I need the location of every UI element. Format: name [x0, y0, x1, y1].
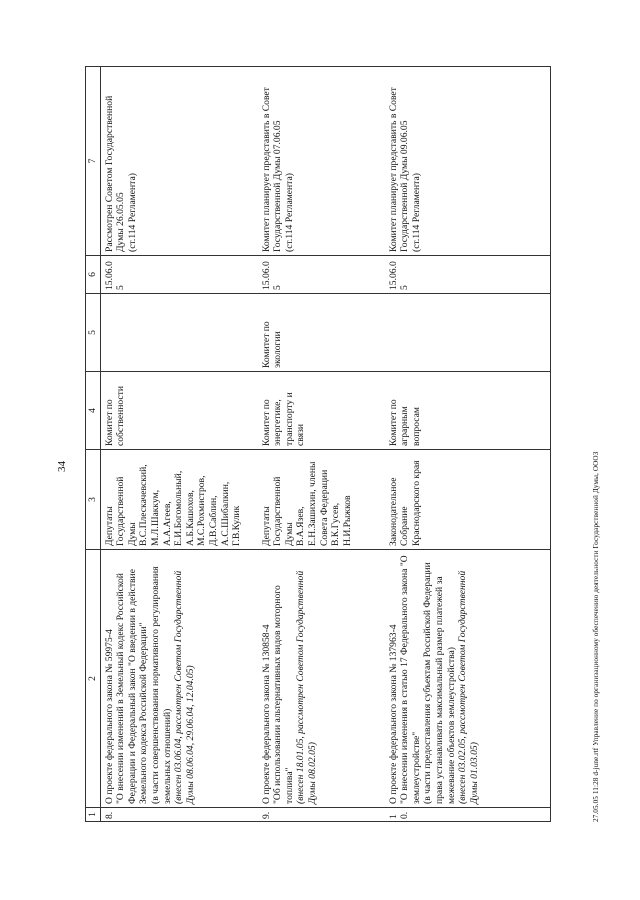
bill-description [385, 550, 551, 808]
bill-note: (внесен 18.01.05, рассмотрен Советом Государственной Думы 08.02.05) [295, 570, 318, 804]
bill-title: О проекте федерального закона № 59975-4 "О внесении изменений в Земельный кодекс Российской Федерации и Федеральный закон "О введении в действие Земельного кодекса Российской Федерации" (в части совершенствования нормативного регулирования земельных отношений) [103, 566, 173, 804]
column-header: 5 [86, 294, 101, 372]
row-number: 10. [385, 808, 551, 822]
column-header: 4 [86, 372, 101, 450]
review-date: 15.06.05 [100, 256, 258, 294]
page-number: 34 [56, 461, 68, 472]
co-committee [385, 294, 551, 372]
bill-note: (внесен 03.06.04, рассмотрен Советом Государственной Думы 08.06.04, 29.06.04, 12.04.05) [173, 570, 196, 804]
column-header: 7 [86, 67, 101, 256]
bill-authors: Депутаты Государственной Думы В.А.Язев, Е.Н.Зашихин, члены Совета Федерации В.К.Гусев, Н.И.Рыжков [258, 450, 385, 550]
bill-authors: Законодательное Собрание Краснодарского края [385, 450, 551, 550]
bill-description [100, 550, 258, 808]
table-row [385, 67, 551, 822]
bill-title: О проекте федерального закона № 130858-4 "Об использовании альтернативных видов моторного топлива" [260, 585, 295, 804]
row-number: 9. [258, 808, 385, 822]
document-footer: 27.05.05 11:28 d-june.rtf Управление по организационному обеспечению деятельности Государственной Думы, ООО3 [592, 451, 600, 822]
bill-title: О проекте федерального закона № 137963-4 "О внесении изменения в статью 17 Федерального закона "О землеустройстве" (в части предоставления субъектам Российской Федерации права устанавливать максимальный размер платежей за межевание объектов землеустройства) [387, 555, 457, 804]
co-committee [100, 294, 258, 372]
review-date: 15.06.05 [385, 256, 551, 294]
co-committee: Комитет по экологии [258, 294, 385, 372]
responsible-committee: Комитет по аграрным вопросам [385, 372, 551, 450]
bill-note: (внесен 03.02.05, рассмотрен Советом Государственной Думы 01.03.05) [457, 570, 480, 804]
table-row [100, 67, 258, 822]
bill-description [258, 550, 385, 808]
column-header: 3 [86, 450, 101, 550]
review-date: 15.06.05 [258, 256, 385, 294]
bill-status: Комитет планирует представить в Совет Государственной Думы 09.06.05 (ст.114 Регламента) [385, 67, 551, 256]
table-header-row [86, 67, 101, 822]
column-header: 1 [86, 808, 101, 822]
bill-authors: Депутаты Государственной Думы В.С.Плескачевский, М.Л.Шаккум, А.А.Агеев, Е.И.Богомольный, А.Б.Кашохов, М.С.Рохмистров, Д.В.Саблин, А.С.Шибалкин, Г.В.Кулик [100, 450, 258, 550]
table-row [258, 67, 385, 822]
row-number: 8. [100, 808, 258, 822]
bill-status: Комитет планирует представить в Совет Государственной Думы 07.06.05 (ст.114 Регламента) [258, 67, 385, 256]
bills-table [85, 66, 551, 822]
bill-status: Рассмотрен Советом Государственной Думы 26.05.05 (ст.114 Регламента) [100, 67, 258, 256]
column-header: 6 [86, 256, 101, 294]
responsible-committee: Комитет по энергетике, транспорту и связи [258, 372, 385, 450]
column-header: 2 [86, 550, 101, 808]
responsible-committee: Комитет по собственности [100, 372, 258, 450]
